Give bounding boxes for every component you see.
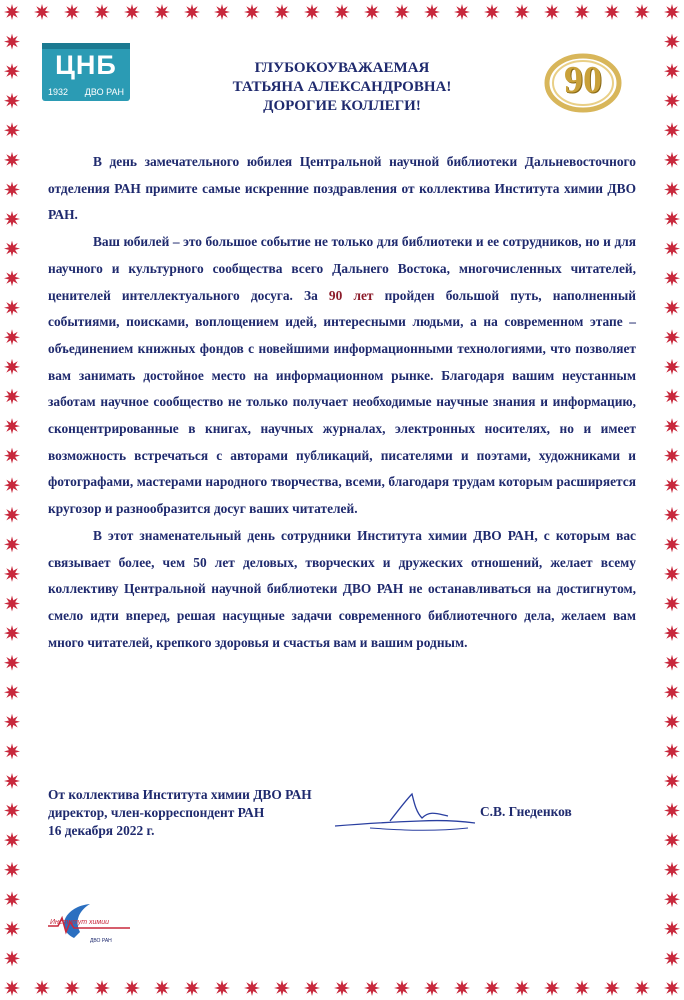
border-star — [394, 980, 410, 996]
border-star — [484, 4, 500, 20]
border-star — [394, 4, 410, 20]
border-star — [664, 211, 680, 227]
border-star — [664, 803, 680, 819]
border-star — [334, 4, 350, 20]
border-star — [4, 34, 20, 50]
title-line-3: ДОРОГИЕ КОЛЛЕГИ! — [263, 98, 421, 114]
border-star — [274, 980, 290, 996]
border-star — [124, 4, 140, 20]
anniversary-years: 90 лет — [328, 287, 374, 303]
border-star — [4, 152, 20, 168]
title-line-2: ТАТЬЯНА АЛЕКСАНДРОВНА! — [232, 79, 452, 95]
border-star — [664, 241, 680, 257]
border-star — [94, 4, 110, 20]
paragraph-3: В этот знаменательный день сотрудники Института химии ДВО РАН, с которым вас связывает более, чем 50 лет деловых, творческих и дружеских отношений, желает всему коллективу Центральной научной библиотеки ДВО РАН не останавливаться на достигнутом, смело идти вперед, решая насущные задачи современного библиотечного дела, желаем вам много читателей, крепкого здоровья и счастья вам и вашим родным. — [48, 527, 636, 650]
border-star — [604, 980, 620, 996]
border-star — [574, 4, 590, 20]
border-star — [184, 4, 200, 20]
border-star — [664, 93, 680, 109]
border-star — [244, 4, 260, 20]
signer-name: С.В. Гнеденков — [480, 804, 572, 819]
border-star — [664, 4, 680, 20]
border-star — [4, 448, 20, 464]
border-star — [664, 507, 680, 523]
border-star — [34, 980, 50, 996]
greeting-title — [150, 59, 534, 116]
border-star — [4, 921, 20, 937]
border-star — [4, 832, 20, 848]
handwritten-signature — [330, 788, 480, 838]
medal-number: 90 — [564, 59, 602, 101]
border-star — [184, 980, 200, 996]
border-star — [154, 4, 170, 20]
border-star — [4, 714, 20, 730]
border-star — [4, 93, 20, 109]
paragraph-2-part-a: Ваш юбилей – это большое событие не только для библиотеки и ее сотрудников, но и для научного и культурного сообщества всего Дальнего Востока, многочисленных читателей, ценителей интеллектуального досуга. За — [48, 234, 636, 303]
border-star — [664, 980, 680, 996]
border-star — [664, 477, 680, 493]
cnb-logo-year: 1932 — [48, 87, 69, 97]
border-star — [664, 152, 680, 168]
border-star — [664, 950, 680, 966]
border-star — [664, 566, 680, 582]
border-star — [4, 950, 20, 966]
cnb-logo-org: ДВО РАН — [84, 87, 124, 97]
border-star — [4, 655, 20, 671]
border-star — [514, 980, 530, 996]
border-star — [634, 4, 650, 20]
border-star — [4, 477, 20, 493]
border-star — [4, 329, 20, 345]
border-star — [4, 625, 20, 641]
border-star — [664, 655, 680, 671]
border-star — [244, 980, 260, 996]
border-star — [664, 359, 680, 375]
border-star — [94, 980, 110, 996]
sign-line-2: директор, член-корреспондент РАН — [48, 805, 265, 820]
cnb-logo-abbr: ЦНБ — [55, 50, 117, 80]
border-star — [64, 980, 80, 996]
border-star — [424, 980, 440, 996]
border-star — [664, 832, 680, 848]
svg-text:Институт химии: Институт химии — [50, 919, 110, 926]
border-star — [514, 4, 530, 20]
cnb-logo — [42, 43, 130, 101]
border-star — [664, 625, 680, 641]
border-star — [4, 63, 20, 79]
book-icon — [42, 43, 130, 49]
border-star — [4, 4, 20, 20]
border-star — [4, 270, 20, 286]
paragraph-2 — [48, 229, 636, 523]
border-star — [574, 980, 590, 996]
border-star — [274, 4, 290, 20]
border-star — [664, 684, 680, 700]
border-star — [154, 980, 170, 996]
border-star — [664, 862, 680, 878]
border-star — [454, 980, 470, 996]
sign-line-1: От коллектива Института химии ДВО РАН — [48, 787, 312, 802]
sign-date: 16 декабря 2022 г. — [48, 823, 155, 838]
svg-text:ДВО РАН: ДВО РАН — [90, 938, 112, 944]
border-star — [664, 448, 680, 464]
border-star — [4, 300, 20, 316]
border-star — [454, 4, 470, 20]
border-star — [4, 241, 20, 257]
border-star — [4, 122, 20, 138]
border-star — [4, 389, 20, 405]
border-star — [634, 980, 650, 996]
border-star — [34, 4, 50, 20]
border-star — [664, 122, 680, 138]
border-star — [664, 921, 680, 937]
title-line-1: ГЛУБОКОУВАЖАЕМАЯ — [254, 60, 430, 76]
border-star — [664, 418, 680, 434]
border-star — [304, 4, 320, 20]
institute-chemistry-logo — [44, 898, 134, 948]
border-star — [4, 743, 20, 759]
border-star — [604, 4, 620, 20]
border-star — [214, 980, 230, 996]
border-star — [664, 300, 680, 316]
border-star — [424, 4, 440, 20]
border-star — [4, 980, 20, 996]
border-star — [664, 389, 680, 405]
anniversary-medal — [540, 52, 626, 114]
border-star — [4, 891, 20, 907]
border-star — [214, 4, 230, 20]
border-star — [4, 862, 20, 878]
border-star — [4, 684, 20, 700]
border-star — [544, 980, 560, 996]
border-star — [664, 182, 680, 198]
border-star — [64, 4, 80, 20]
border-star — [664, 773, 680, 789]
border-star — [364, 980, 380, 996]
border-star — [664, 63, 680, 79]
border-star — [4, 359, 20, 375]
border-star — [4, 566, 20, 582]
border-star — [664, 596, 680, 612]
border-star — [664, 536, 680, 552]
border-star — [124, 980, 140, 996]
border-star — [4, 182, 20, 198]
border-star — [4, 803, 20, 819]
border-star — [4, 507, 20, 523]
border-star — [664, 329, 680, 345]
border-star — [334, 980, 350, 996]
border-star — [664, 270, 680, 286]
signature-block — [48, 786, 312, 840]
border-star — [364, 4, 380, 20]
border-star — [664, 714, 680, 730]
border-star — [484, 980, 500, 996]
letter-body — [48, 149, 636, 656]
border-star — [4, 211, 20, 227]
border-star — [304, 980, 320, 996]
cnb-logo-subtitle — [48, 87, 124, 97]
border-star — [4, 536, 20, 552]
border-star — [664, 743, 680, 759]
paragraph-1: В день замечательного юбилея Центральной научной библиотеки Дальневосточного отделения РАН примите самые искренние поздравления от коллектива Института химии ДВО РАН. — [48, 154, 636, 223]
border-star — [664, 34, 680, 50]
border-star — [4, 418, 20, 434]
border-star — [664, 891, 680, 907]
paragraph-2-part-b: пройден большой путь, наполненный событиями, поисками, воплощением идей, интересными людьми, а на современном этапе – объединением книжных фондов с новейшими информационными технологиями, что позволяет вам занимать достойное место на информационном рынке. Благодаря вашим неустанным заботам научное сообщество не только получает необходимые научные знания и информацию, сконцентрированные в книгах, научных журналах, электронных носителях, но и имеет возможность встречаться с авторами публикаций, писателями и поэтами, художниками и фотографами, мастерами народного творчества, всеми, благодаря трудам которым расширяется кругозор и разнообразится досуг ваших читателей. — [48, 287, 636, 517]
border-star — [4, 773, 20, 789]
border-star — [4, 596, 20, 612]
border-star — [544, 4, 560, 20]
